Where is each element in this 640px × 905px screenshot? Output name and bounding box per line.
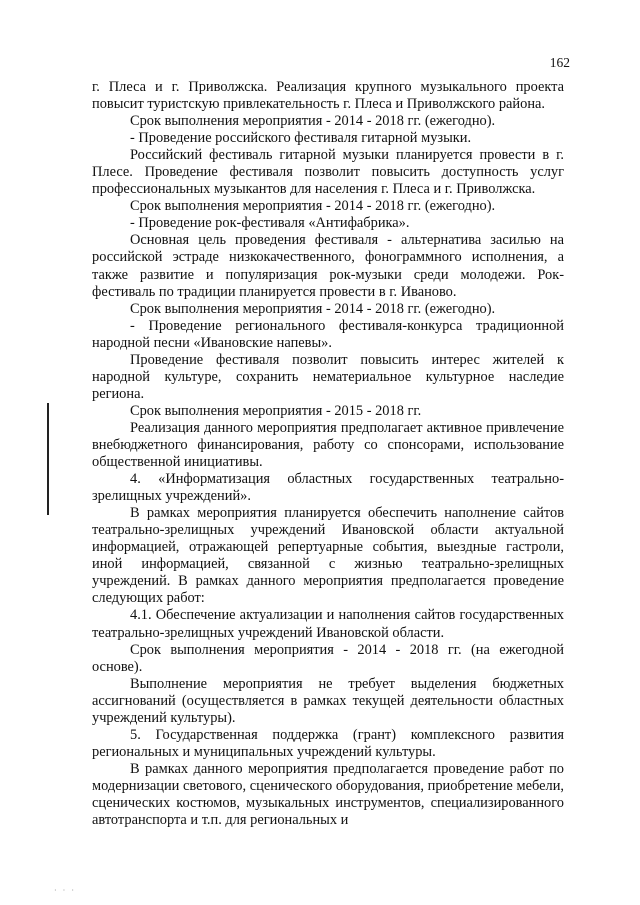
paragraph: Срок выполнения мероприятия - 2015 - 2018 гг. bbox=[130, 402, 422, 419]
margin-mark bbox=[47, 403, 49, 515]
paragraph: Срок выполнения мероприятия - 2014 - 2018 гг. (ежегодно). bbox=[130, 198, 496, 215]
paragraph: Срок выполнения мероприятия - 2014 - 2018 гг. (ежегодно). bbox=[130, 300, 496, 317]
scan-noise: · · · bbox=[54, 886, 76, 895]
paragraph: В рамках мероприятия планируется обеспечить наполнение сайтов театрально-зрелищных учреждений Ивановской области актуальной информацией, отражающей репертуарные события, выездные гастроли, иной информацией, связанной с жизнью театрально-зрелищных учреждений. В рамках данного мероприятия предполагается проведение следующих работ: bbox=[92, 505, 564, 607]
paragraph: Проведение фестиваля позволит повысить интерес жителей к народной культуре, сохранить нематериальное культурное наследие региона. bbox=[92, 351, 564, 402]
paragraph: г. Плеса и г. Приволжска. Реализация крупного музыкального проекта повысит туристскую привлекательность г. Плеса и Приволжского района. bbox=[92, 79, 564, 113]
section-heading: 4. «Информатизация областных государственных театрально-зрелищных учреждений». bbox=[92, 471, 564, 505]
section-heading: 5. Государственная поддержка (грант) комплексного развития региональных и муниципальных учреждений культуры. bbox=[92, 726, 564, 760]
paragraph: Срок выполнения мероприятия - 2014 - 2018 гг. (на ежегодной основе). bbox=[92, 641, 564, 675]
paragraph: Реализация данного мероприятия предполагает активное привлечение внебюджетного финансирования, работу со спонсорами, использование общественной инициативы. bbox=[92, 419, 564, 471]
paragraph: Выполнение мероприятия не требует выделения бюджетных ассигнований (осуществляется в рамках текущей деятельности областных учреждений культуры). bbox=[92, 675, 564, 726]
page-number: 162 bbox=[549, 55, 570, 70]
paragraph: - Проведение рок-фестиваля «Антифабрика». bbox=[130, 215, 410, 232]
paragraph: Срок выполнения мероприятия - 2014 - 2018 гг. (ежегодно). bbox=[130, 113, 496, 130]
paragraph: 4.1. Обеспечение актуализации и наполнения сайтов государственных театрально-зрелищных учреждений Ивановской области. bbox=[92, 607, 564, 641]
paragraph: - Проведение регионального фестиваля-конкурса традиционной народной песни «Ивановские напевы». bbox=[92, 317, 564, 351]
paragraph: Основная цель проведения фестиваля - альтернатива засилью на российской эстраде низкокачественного, фонограммного исполнения, а также развитие и популяризация рок-музыки среди молодежи. Рок-фестиваль по традиции планируется провести в г. Иваново. bbox=[92, 232, 564, 300]
paragraph: В рамках данного мероприятия предполагается проведение работ по модернизации светового, сценического оборудования, приобретение мебели, сценических костюмов, музыкальных инструментов, специализированного автотранспорта и т.п. для региональных и bbox=[92, 760, 564, 829]
paragraph: Российский фестиваль гитарной музыки планируется провести в г. Плесе. Проведение фестиваля позволит повысить доступность услуг профессиональных музыкантов для населения г. Плеса и г. Приволжска. bbox=[92, 147, 564, 198]
paragraph: - Проведение российского фестиваля гитарной музыки. bbox=[130, 130, 472, 147]
document-body bbox=[92, 79, 564, 829]
